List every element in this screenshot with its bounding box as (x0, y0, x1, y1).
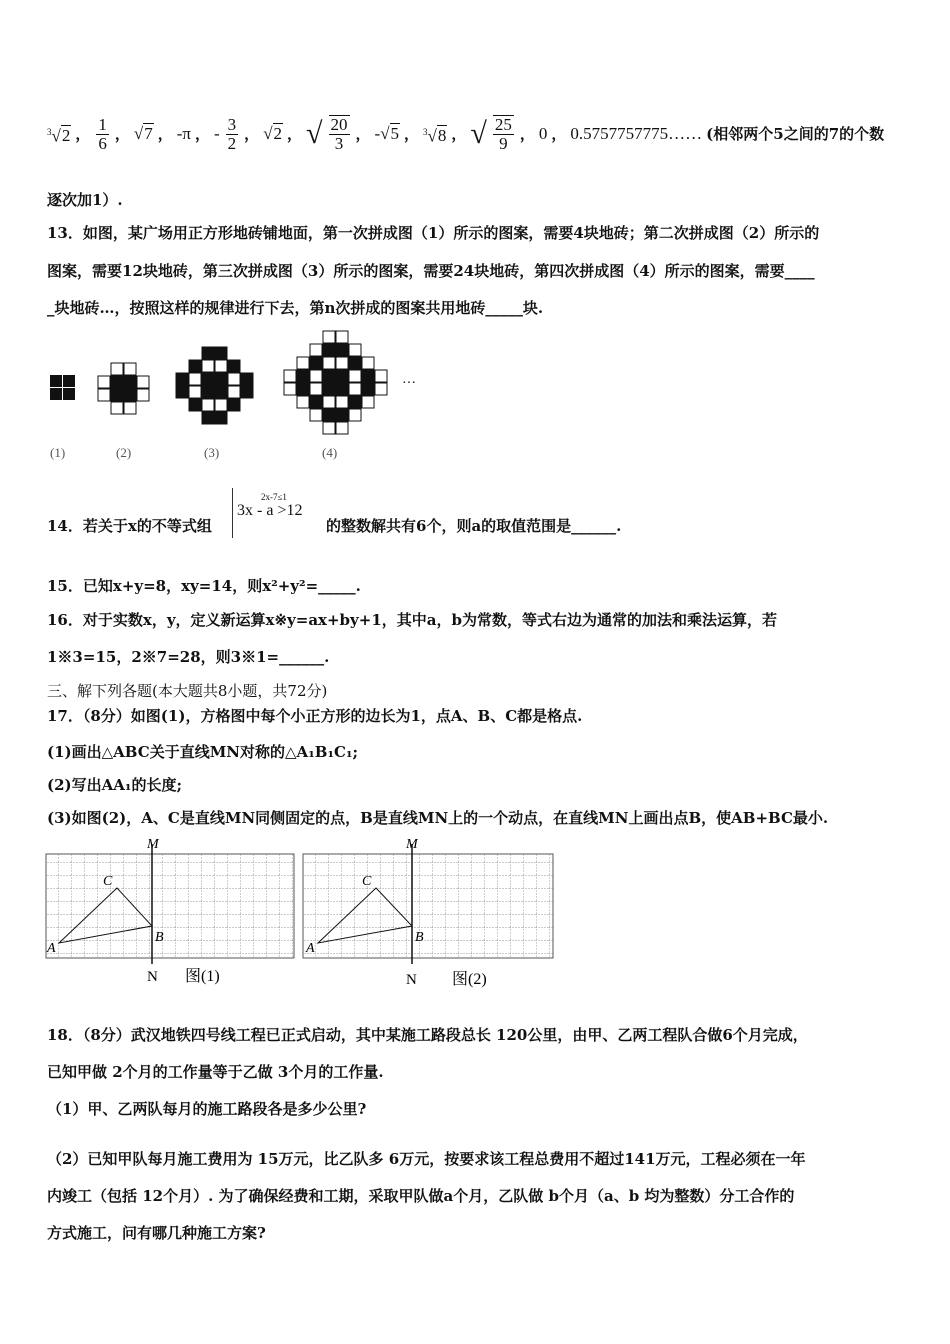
ineq-bottom: 3x - a >12 (237, 502, 303, 519)
frac-3-2: $\frac{3}{2}$ (227, 114, 237, 153)
neg-sqrt-5: -√5 (374, 124, 400, 143)
grid-figure-2 (302, 836, 558, 996)
q16-line2: 1※3=15，2※7=28，则3※1=______. (47, 648, 330, 666)
fig-label-2: (2) (116, 445, 132, 460)
q13-line2: 图案，需要12块地砖，第三次拼成图（3）所示的图案，需要24块地砖，第四次拼成图（4）所示的图案，需要____ (47, 262, 815, 280)
q14-suffix: 的整数解共有6个，则a的取值范围是______. (326, 517, 622, 535)
sqrt-7: √7 (133, 124, 153, 143)
q16-line1: 16．对于实数x，y，定义新运算x※y=ax+by+1，其中a，b为常数，等式右边为通常的加法和乘法运算，若 (47, 611, 777, 629)
section3-heading: 三、解下列各题(本大题共8小题，共72分) (47, 682, 328, 700)
q12-continuation: 逐次加1）. (47, 191, 123, 209)
repeating-decimal: 0.5757757775…… (570, 124, 703, 143)
fig-label-4: (4) (322, 445, 338, 460)
sqrt-2: √2 (263, 124, 283, 143)
label-N-1: N (147, 969, 158, 985)
ineq-top: 2x-7≤1 (261, 492, 287, 502)
q17-line3: (2)写出AA₁的长度; (47, 776, 183, 794)
q18-part2-line3: 方式施工，问有哪几种施工方案? (47, 1224, 266, 1242)
caption-fig-1: 图(1) (185, 968, 220, 985)
label-C-1: C (103, 874, 113, 889)
q18-part1: （1）甲、乙两队每月的施工路段各是多少公里? (47, 1100, 367, 1118)
zero: 0 (538, 124, 548, 143)
q17-line1: 17．（8分）如图(1)，方格图中每个小正方形的边长为1，点A、B、C都是格点. (47, 707, 583, 725)
q17-line2: (1)画出△ABC关于直线MN对称的△A₁B₁C₁; (47, 743, 359, 761)
cbrt-2: $^3$√2 (47, 126, 71, 146)
q12-number-list: $^3$√2 ， $\frac{1}{6}$ ， √7 ， -π ， - $\frac{3}{2}$ ， √2 ， √ $\frac{20}{3}$ ， -√5 ， $^3$√8 ， √ $\frac{25}{9}$ ， 0 ， 0.5757757775…… (相邻两个5之间的7的个数 (47, 114, 885, 153)
label-A-2: A (306, 941, 315, 956)
tile-figure-3 (176, 347, 253, 424)
q13-line1: 13．如图，某广场用正方形地砖铺地面，第一次拼成图（1）所示的图案，需要4块地砖；第二次拼成图（2）所示的 (47, 224, 820, 242)
tile-figure-1 (50, 375, 75, 400)
q14-prefix: 14．若关于x的不等式组 (47, 517, 212, 535)
label-M-1: M (147, 837, 159, 852)
q13-line3: _块地砖…，按照这样的规律进行下去，第n次拼成的图案共用地砖_____块. (47, 299, 544, 317)
grid-figure-1 (45, 836, 297, 996)
label-N-2: N (406, 972, 417, 988)
q18-part2-line1: （2）已知甲队每月施工费用为 15万元，比乙队多 6万元，按要求该工程总费用不超过141万元，工程必须在一年 (47, 1150, 806, 1168)
sqrt-20-3: √ (306, 117, 323, 150)
tile-pattern-figures (40, 325, 440, 470)
neg-pi: -π (176, 124, 191, 143)
fig-label-3: (3) (204, 445, 220, 460)
tile-figure-2 (98, 363, 149, 414)
cbrt-8: $^3$√8 (423, 126, 447, 146)
label-B-2: B (415, 930, 424, 945)
label-M-2: M (406, 837, 418, 852)
q18-part2-line2: 内竣工（包括 12个月）. 为了确保经费和工期，采取甲队做a个月，乙队做 b个月（a、b 均为整数）分工合作的 (47, 1187, 795, 1205)
label-C-2: C (362, 874, 372, 889)
tile-figure-4 (284, 331, 387, 434)
q18-line2: 已知甲做 2个月的工作量等于乙做 3个月的工作量. (47, 1063, 384, 1081)
sqrt-25-9: √ (470, 117, 487, 150)
q17-line4: (3)如图(2)，A、C是直线MN同侧固定的点，B是直线MN上的一个动点，在直线MN上画出点B，使AB+BC最小. (47, 809, 829, 827)
q12-tail: (相邻两个5之间的7的个数 (706, 125, 885, 143)
label-B-1: B (155, 930, 164, 945)
q15-text: 15．已知x+y=8，xy=14，则x²+y²=_____. (47, 577, 361, 595)
q18-line1: 18．（8分）武汉地铁四号线工程已正式启动，其中某施工路段总长 120公里，由甲、乙两工程队合做6个月完成， (47, 1026, 808, 1044)
frac-1-6: $\frac{1}{6}$ (98, 114, 107, 153)
tile-ellipsis: … (402, 372, 416, 387)
caption-fig-2: 图(2) (452, 971, 487, 988)
label-A-1: A (47, 941, 56, 956)
inequality-system (232, 488, 325, 538)
fig-label-1: (1) (50, 445, 66, 460)
